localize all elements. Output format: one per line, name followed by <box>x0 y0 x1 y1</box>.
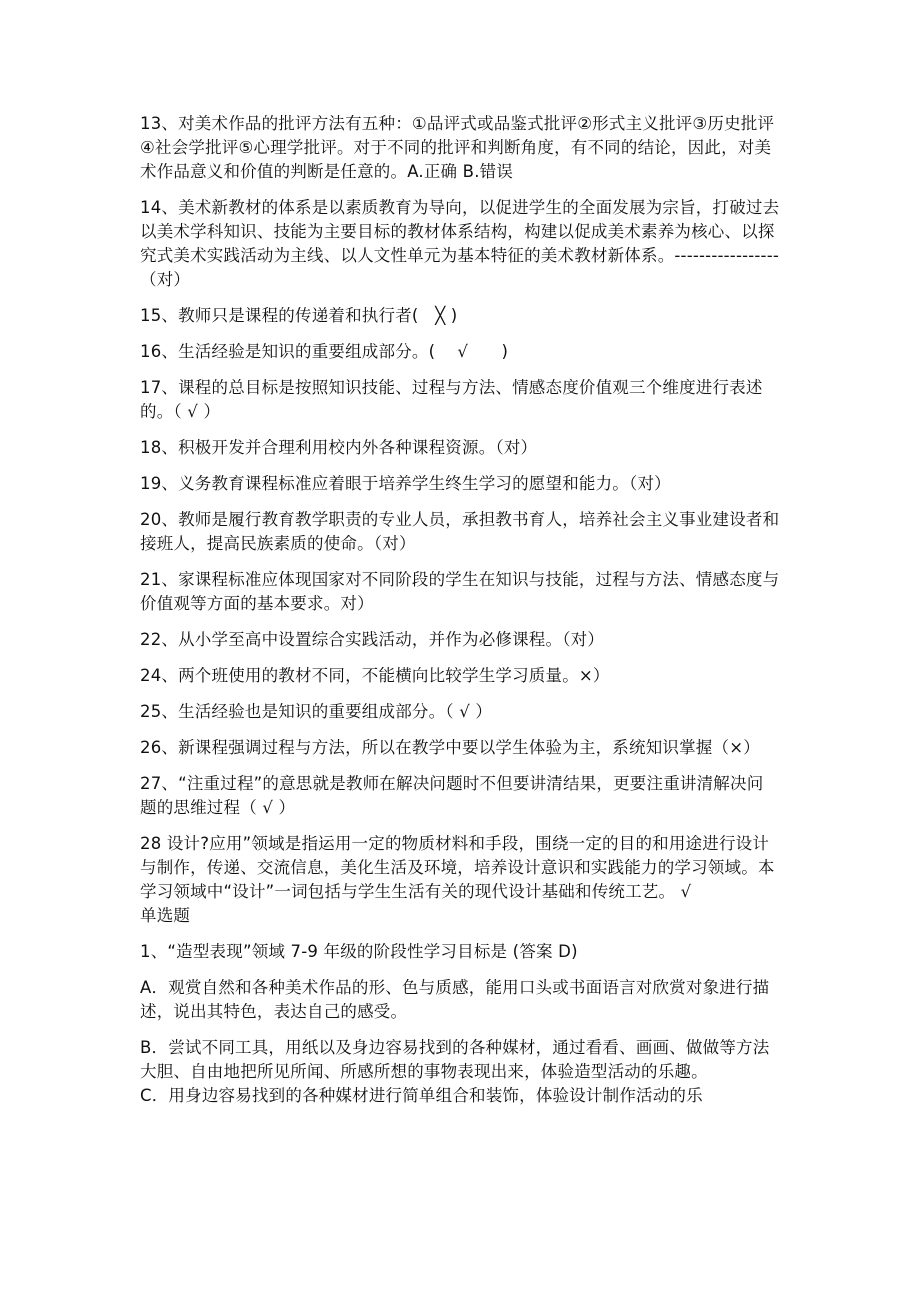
section-title: 单选题 <box>140 906 191 925</box>
question-24: 24、两个班使用的教材不同，不能横向比较学生学习质量。×） <box>140 666 610 685</box>
question-21: 21、家课程标准应体现国家对不同阶段的学生在知识与技能，过程与方法、情感态度与价值观等方面的基本要求。对） <box>140 570 780 613</box>
question-20: 20、教师是履行教育教学职责的专业人员，承担教书育人，培养社会主义事业建设者和接班人，提高民族素质的使命。（对） <box>140 510 780 553</box>
question-26: 26、新课程强调过程与方法，所以在教学中要以学生体验为主，系统知识掌握（×） <box>140 738 760 757</box>
question-15: 15、教师只是课程的传递着和执行者( ╳ ) <box>140 306 458 325</box>
mc-question-1: 1、“造型表现”领域 7-9 年级的阶段性学习目标是 (答案 D) <box>140 942 578 961</box>
question-18: 18、积极开发并合理利用校内外各种课程资源。（对） <box>140 438 538 457</box>
option-a: A．观赏自然和各种美术作品的形、色与质感，能用口头或书面语言对欣赏对象进行描述，说出其特色，表达自己的感受。 <box>140 978 770 1021</box>
question-14: 14、美术新教材的体系是以素质教育为导向，以促进学生的全面发展为宗旨，打破过去以美术学科知识、技能为主要目标的教材体系结构，构建以促成美术素养为核心、以探究式美术实践活动为主线、以人文性单元为基本特征的美术教材新体系。-----------------（对） <box>140 198 780 289</box>
question-27: 27、“注重过程”的意思就是教师在解决问题时不但要讲清结果，更要注重讲清解决问题的思维过程（ √ ） <box>140 774 764 817</box>
option-c: C．用身边容易找到的各种媒材进行简单组合和装饰，体验设计制作活动的乐 <box>140 1086 703 1105</box>
question-22: 22、从小学至高中设置综合实践活动，并作为必修课程。（对） <box>140 630 605 649</box>
option-b: B．尝试不同工具，用纸以及身边容易找到的各种媒材，通过看看、画画、做做等方法大胆、自由地把所见所闻、所感所想的事物表现出来，体验造型活动的乐趣。 <box>140 1038 770 1081</box>
question-28: 28 设计?应用”领域是指运用一定的物质材料和手段，围绕一定的目的和用途进行设计与制作，传递、交流信息，美化生活及环境，培养设计意识和实践能力的学习领域。本学习领域中“设计”一词包括与学生生活有关的现代设计基础和传统工艺。 √ <box>140 834 775 901</box>
question-17: 17、课程的总目标是按照知识技能、过程与方法、情感态度价值观三个维度进行表述的。（ √ ） <box>140 378 763 421</box>
document-page <box>140 112 780 1120</box>
question-19: 19、义务教育课程标准应着眼于培养学生终生学习的愿望和能力。（对） <box>140 474 671 493</box>
question-13: 13、对美术作品的批评方法有五种：①品评式或品鉴式批评②形式主义批评③历史批评④社会学批评⑤心理学批评。对于不同的批评和判断角度，有不同的结论，因此，对美术作品意义和价值的判断是任意的。A.正确 B.错误 <box>140 114 775 181</box>
question-25: 25、生活经验也是知识的重要组成部分。（ √ ） <box>140 702 493 721</box>
question-16: 16、生活经验是知识的重要组成部分。( √ ) <box>140 342 509 361</box>
